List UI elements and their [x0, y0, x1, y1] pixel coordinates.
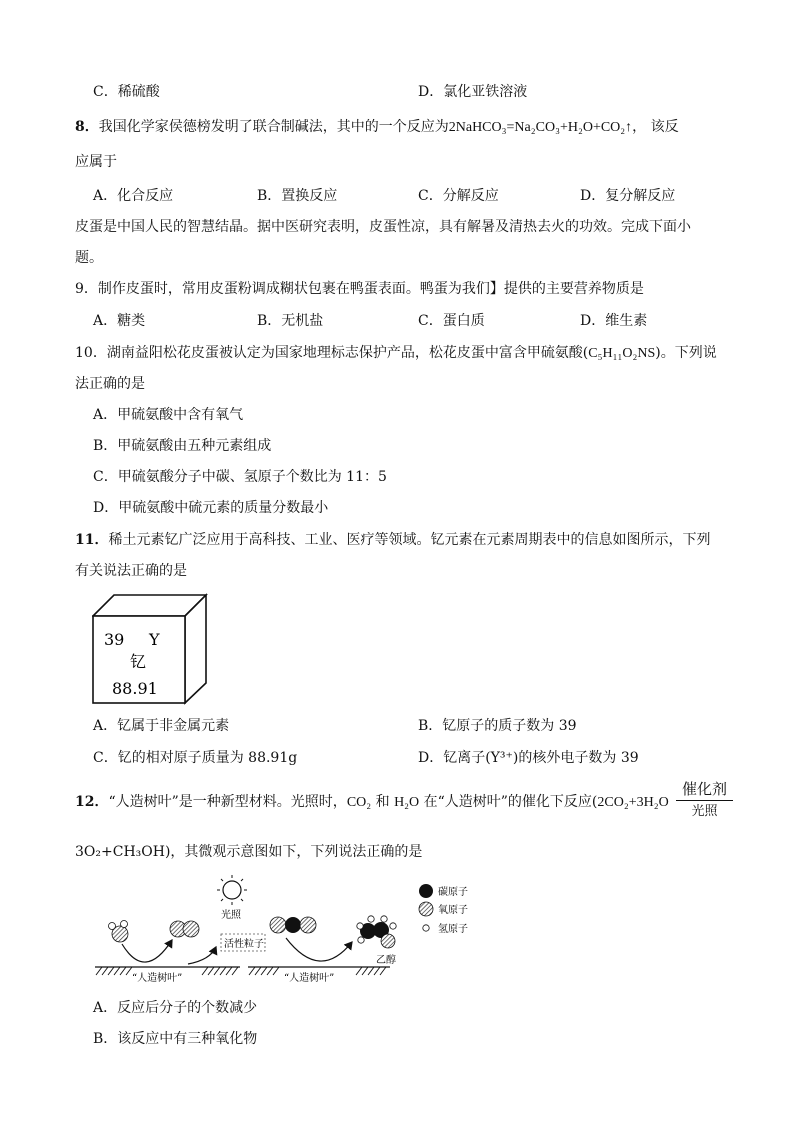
q8-option-a: A．化合反应 [93, 188, 174, 204]
question-number: 12． [75, 794, 109, 810]
chemical-formula: C₅H₁₁O₂NS [588, 346, 656, 361]
atomic-mass: 88.91 [112, 679, 158, 698]
question-10-line-2: 法正确的是 [75, 376, 145, 392]
question-text: ， 该反 [632, 119, 679, 135]
q7-option-c: C．稀硫酸 [93, 84, 160, 100]
legend-hydrogen-icon [423, 925, 429, 931]
element-cube-figure [92, 593, 210, 705]
question-text: 和 [371, 794, 395, 810]
legend [419, 884, 468, 935]
sun-icon [217, 875, 247, 905]
question-text: 在“人造树叶”的催化下反应( [419, 794, 598, 810]
sun-label: 光照 [221, 910, 241, 921]
product-label: 乙醇 [376, 955, 396, 966]
leaf-label-2: “人造树叶” [284, 973, 335, 984]
catalyst-label: 催化剂 [676, 778, 733, 801]
oxygen-molecule [170, 921, 199, 937]
question-number: 11． [75, 532, 109, 548]
micro-diagram [90, 872, 490, 988]
legend-oxygen-icon [419, 902, 433, 916]
product-molecule [357, 916, 396, 948]
question-8-line-2: 应属于 [75, 154, 117, 170]
q9-option-c: C．蛋白质 [418, 313, 485, 329]
q9-option-d: D．维生素 [580, 313, 648, 329]
question-12-line-2: 3O₂+CH₃OH)，其微观示意图如下，下列说法正确的是 [75, 844, 423, 860]
q10-option-c: C．甲硫氨酸分子中碳、氢原子个数比为 11：5 [93, 469, 387, 485]
q8-option-b: B．置换反应 [257, 188, 338, 204]
q12-option-a: A．反应后分子的个数减少 [93, 1000, 258, 1016]
question-number: 8． [75, 119, 99, 135]
question-text: 我国化学家侯德榜发明了联合制碱法，其中的一个反应为 [98, 119, 449, 135]
leaf-label-1: “人造树叶” [132, 973, 183, 984]
question-text: “人造树叶”是一种新型材料。光照时， [108, 794, 347, 810]
question-9: 9．制作皮蛋时，常用皮蛋粉调成糊状包裹在鸭蛋表面。鸭蛋为我们】提供的主要营养物质是 [75, 281, 644, 297]
q10-option-b: B．甲硫氨酸由五种元素组成 [93, 438, 272, 454]
q9-option-a: A．糖类 [93, 313, 146, 329]
q8-option-c: C．分解反应 [418, 188, 499, 204]
intro-line-1: 皮蛋是中国人民的智慧结晶。据中医研究表明，皮蛋性凉，具有解暑及清热去火的功效。完成下面小 [75, 219, 691, 235]
q11-option-c: C．钇的相对原子质量为 88.91g [93, 750, 298, 766]
question-11-line-1 [75, 530, 710, 550]
co2-molecule [270, 917, 316, 933]
question-10-line-1 [75, 343, 717, 364]
reaction-equation: 2NaHCO₃=Na₂CO₃+H₂O+CO₂↑ [448, 120, 633, 135]
water-molecule [109, 921, 129, 943]
element-symbol: Y [149, 630, 160, 649]
q11-option-b: B．钇原子的质子数为 39 [418, 718, 577, 734]
q10-option-d: D．甲硫氨酸中硫元素的质量分数最小 [93, 500, 329, 516]
formula-h2o: H₂O [394, 795, 420, 810]
light-label: 光照 [691, 804, 718, 819]
question-11-line-2: 有关说法正确的是 [75, 563, 187, 579]
legend-oxygen: 氧原子 [438, 905, 468, 916]
atomic-number: 39 [104, 630, 125, 649]
q8-option-d: D．复分解反应 [580, 188, 676, 204]
legend-carbon: 碳原子 [438, 887, 468, 898]
question-8-line-1 [75, 117, 679, 138]
q11-option-a: A．钇属于非金属元素 [93, 718, 230, 734]
arrow-1 [122, 940, 172, 962]
q10-option-a: A．甲硫氨酸中含有氧气 [93, 407, 244, 423]
reaction-condition [676, 778, 733, 823]
question-text: 10．湖南益阳松花皮蛋被认定为国家地理标志保护产品，松花皮蛋中富含甲硫氨酸( [75, 345, 589, 361]
question-12-line-1 [75, 792, 669, 813]
legend-carbon-icon [419, 884, 433, 898]
active-particle-label: 活性粒子 [224, 939, 264, 950]
q11-option-d: D．钇离子(Y³⁺)的核外电子数为 39 [418, 750, 639, 766]
element-name: 钇 [130, 652, 147, 671]
formula-co2: CO₂ [346, 795, 372, 810]
question-text: 稀土元素钇广泛应用于高科技、工业、医疗等领域。钇元素在元素周期表中的信息如图所示，下列 [108, 532, 711, 548]
q12-option-b: B．该反应中有三种氧化物 [93, 1031, 258, 1047]
arrow-2 [188, 947, 216, 964]
intro-line-2: 题。 [75, 250, 103, 266]
arrow-3 [286, 938, 352, 961]
q7-option-d: D．氯化亚铁溶液 [418, 84, 528, 100]
q9-option-b: B．无机盐 [257, 313, 324, 329]
question-text: )。下列说 [655, 345, 717, 361]
reactants: 2CO₂+3H₂O [597, 795, 669, 810]
legend-hydrogen: 氢原子 [438, 924, 468, 935]
